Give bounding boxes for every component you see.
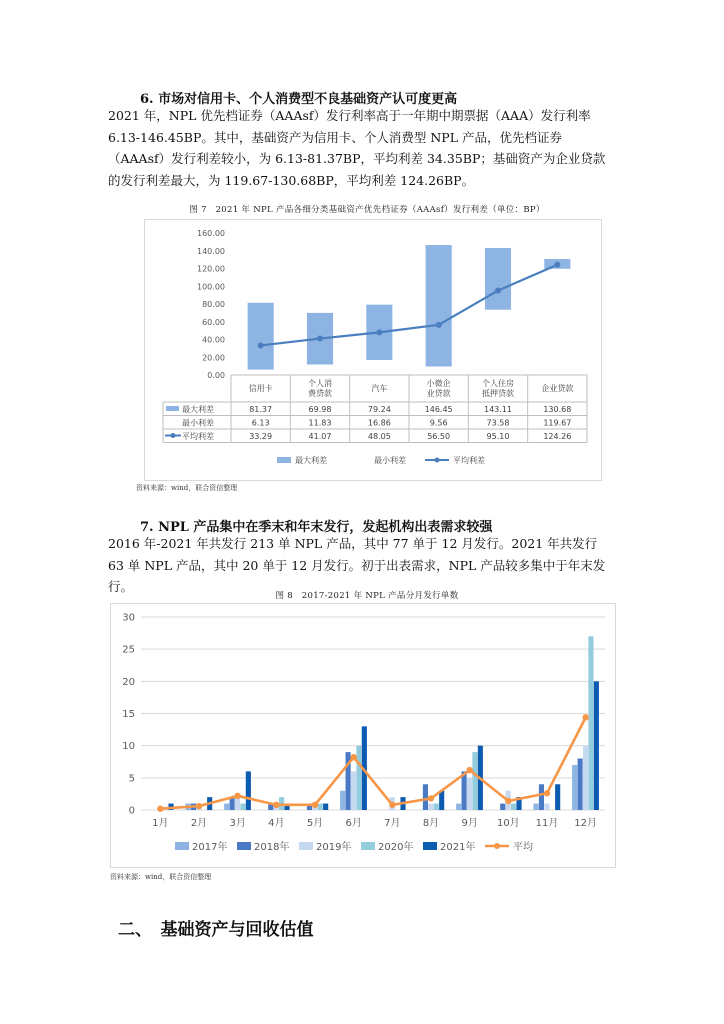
bar-2020年 (511, 804, 516, 810)
bar-2020年 (318, 804, 323, 810)
table-cell: 16.86 (367, 418, 391, 428)
section-6-body (108, 105, 616, 191)
bar-2018年 (539, 784, 544, 810)
legend-avg-label: 平均利差 (453, 456, 485, 465)
table-category-label: 企业贷款 (541, 384, 574, 393)
figure-8-source: 资料来源：wind，联合资信整理 (110, 873, 212, 881)
bar-2021年 (594, 681, 599, 810)
table-cell: 124.26 (543, 432, 572, 441)
section-7-body (108, 533, 616, 598)
bar-2019年 (351, 771, 356, 810)
x-tick-label: 1月 (152, 818, 169, 829)
table-legend-point-key (171, 433, 176, 438)
average-spread-point (317, 336, 323, 342)
bar-2019年 (428, 804, 433, 810)
y-tick-label: 30 (122, 612, 135, 624)
average-spread-point (436, 322, 442, 328)
figure-7-chart (144, 219, 602, 481)
spread-range-bar (248, 303, 274, 370)
table-cell: 11.83 (308, 418, 332, 428)
bar-2017年 (572, 765, 577, 810)
average-point (196, 803, 202, 809)
legend-avg-point-key (435, 458, 440, 463)
y-tick-label: 100.00 (197, 282, 225, 292)
legend-max-label: 最大利差 (295, 456, 327, 465)
table-cell: 95.10 (486, 432, 510, 441)
average-point (350, 754, 356, 760)
x-tick-label: 8月 (422, 818, 440, 829)
average-point (428, 795, 434, 801)
y-tick-label: 15 (122, 709, 135, 720)
average-spread-point (554, 262, 560, 268)
figure-7-source: 资料来源：wind，联合资信整理 (136, 484, 238, 492)
average-point (312, 802, 318, 808)
bar-2019年 (467, 778, 472, 810)
section-2-heading: 二、 基础资产与回收估值 (118, 920, 314, 940)
spread-chart (145, 220, 601, 480)
bar-2021年 (555, 784, 560, 810)
y-tick-label: 80.00 (202, 300, 225, 309)
table-category-label: 汽车 (371, 384, 388, 393)
figure-7-caption: 图 7 2021 年 NPL 产品各细分类基础资产优先档证券（AAAsf）发行利差（单位：BP） (189, 205, 545, 215)
legend-label: 2021年 (440, 842, 476, 853)
legend-label: 2019年 (316, 842, 352, 853)
table-cell: 48.05 (367, 432, 391, 441)
x-tick-label: 6月 (345, 818, 362, 829)
y-tick-label: 5 (128, 773, 135, 785)
legend-label: 2020年 (378, 842, 414, 853)
x-tick-label: 9月 (461, 818, 478, 829)
y-tick-label: 10 (122, 741, 135, 753)
table-cell: 69.98 (308, 405, 332, 414)
bar-2019年 (544, 804, 549, 810)
x-tick-label: 7月 (384, 818, 401, 829)
average-spread-line (261, 265, 558, 346)
bar-2021年 (246, 771, 251, 810)
legend-min-label: 最小利差 (374, 456, 406, 465)
spread-range-bar (426, 245, 452, 366)
legend-key-2021年 (423, 842, 437, 850)
average-spread-point (258, 342, 264, 348)
bar-2019年 (235, 797, 240, 810)
x-tick-label: 11月 (535, 818, 559, 829)
bar-2020年 (434, 804, 439, 810)
bar-2017年 (533, 804, 538, 810)
average-point (582, 714, 588, 720)
y-tick-label: 20 (122, 676, 135, 688)
y-tick-label: 160.00 (197, 229, 225, 238)
monthly-issuance-chart (111, 604, 615, 867)
legend-key-2018年 (237, 842, 251, 850)
table-cell: 56.50 (427, 432, 451, 441)
table-row-label: 平均利差 (182, 432, 214, 441)
data-table (163, 375, 587, 443)
bar-2017年 (340, 791, 345, 810)
section-7-heading: 7. NPL 产品集中在季末和年末发行，发起机构出表需求较强 (140, 520, 493, 535)
table-cell: 79.24 (367, 405, 391, 414)
table-category-label: 信用卡 (248, 384, 273, 393)
table-cell: 81.37 (249, 405, 273, 414)
figure-8-caption: 图 8 2017-2021 年 NPL 产品分月发行单数 (275, 591, 459, 601)
table-cell: 9.56 (429, 418, 448, 428)
bar-2020年 (472, 752, 477, 810)
x-tick-label: 3月 (229, 818, 246, 829)
legend-max-key (277, 457, 291, 463)
average-point (389, 802, 395, 808)
average-point (544, 790, 550, 796)
x-tick-label: 10月 (496, 818, 520, 829)
average-point (157, 806, 163, 812)
average-point (234, 793, 240, 799)
table-legend-bar-key (166, 406, 179, 411)
bar-2018年 (578, 759, 583, 810)
y-tick-label: 140.00 (197, 246, 225, 256)
table-category-label: 个人消费贷款 (308, 379, 332, 398)
x-tick-label: 5月 (306, 818, 324, 829)
average-point (466, 767, 472, 773)
spread-range-bar (485, 248, 511, 310)
bar-2020年 (240, 804, 245, 810)
y-tick-label: 0 (128, 805, 135, 817)
average-point (505, 798, 511, 804)
x-tick-label: 4月 (268, 818, 285, 829)
y-tick-label: 0.00 (207, 371, 225, 380)
average-spread-point (495, 288, 501, 294)
legend-key-2020年 (361, 842, 375, 850)
average-spread-point (376, 329, 382, 335)
legend-label: 2017年 (192, 842, 228, 853)
bar-2017年 (224, 804, 229, 810)
table-row-label: 最小利差 (182, 418, 214, 428)
average-line (160, 717, 585, 808)
y-tick-label: 20.00 (202, 353, 225, 363)
y-tick-label: 120.00 (197, 264, 225, 274)
average-point (273, 802, 279, 808)
table-cell: 130.68 (543, 405, 572, 414)
table-cell: 33.29 (249, 432, 273, 441)
y-tick-label: 60.00 (202, 317, 225, 327)
table-cell: 146.45 (424, 405, 453, 414)
bar-2018年 (500, 804, 505, 810)
bar-2017年 (456, 804, 461, 810)
table-cell: 73.58 (486, 418, 510, 428)
table-cell: 119.67 (543, 418, 572, 428)
bar-2021年 (439, 791, 444, 810)
legend-label: 平均 (513, 842, 533, 853)
bar-2020年 (588, 636, 593, 810)
legend-label: 2018年 (254, 842, 290, 853)
section-7-body-text: 2016 年-2021 年共发行 213 单 NPL 产品，其中 77 单于 12 月发行。2021 年共发行 63 单 NPL 产品，其中 20 单于 12 月发行。初于出表需求，NPL 产品较多集中于年末发行。 (108, 536, 606, 594)
bar-2020年 (356, 746, 361, 810)
table-row-label: 最大利差 (182, 405, 214, 414)
x-tick-label: 12月 (574, 818, 598, 829)
x-tick-label: 2月 (190, 818, 208, 829)
table-category-label: 个人住房抵押贷款 (482, 379, 514, 398)
table-cell: 41.07 (308, 432, 332, 441)
legend-point-average (494, 843, 500, 849)
section-6-body-text: 2021 年，NPL 优先档证券（AAAsf）发行利率高于一年期中期票据（AAA）发行利率 6.13-146.45BP。其中，基础资产为信用卡、个人消费型 NPL 产品，优先档证券（AAAsf）发行利差较小，为 6.13-81.37BP，平均利差 34.35BP；基础资产为企业贷款的发行利差最大，为 119.67-130.68BP，平均利差 124.26BP。 (108, 108, 606, 188)
y-tick-label: 40.00 (202, 335, 225, 345)
table-cell: 143.11 (484, 405, 512, 414)
table-cell: 6.13 (251, 418, 270, 428)
bar-2018年 (423, 784, 428, 810)
bar-2021年 (323, 804, 328, 810)
bar-2019年 (583, 746, 588, 810)
figure-8-chart (110, 603, 616, 868)
y-tick-label: 25 (122, 644, 135, 656)
legend-key-2017年 (175, 842, 189, 850)
table-category-label: 小微企业贷款 (426, 379, 451, 398)
legend-key-2019年 (299, 842, 313, 850)
bar-2018年 (462, 771, 467, 810)
section-6-heading: 6. 市场对信用卡、个人消费型不良基础资产认可度更高 (140, 92, 458, 107)
